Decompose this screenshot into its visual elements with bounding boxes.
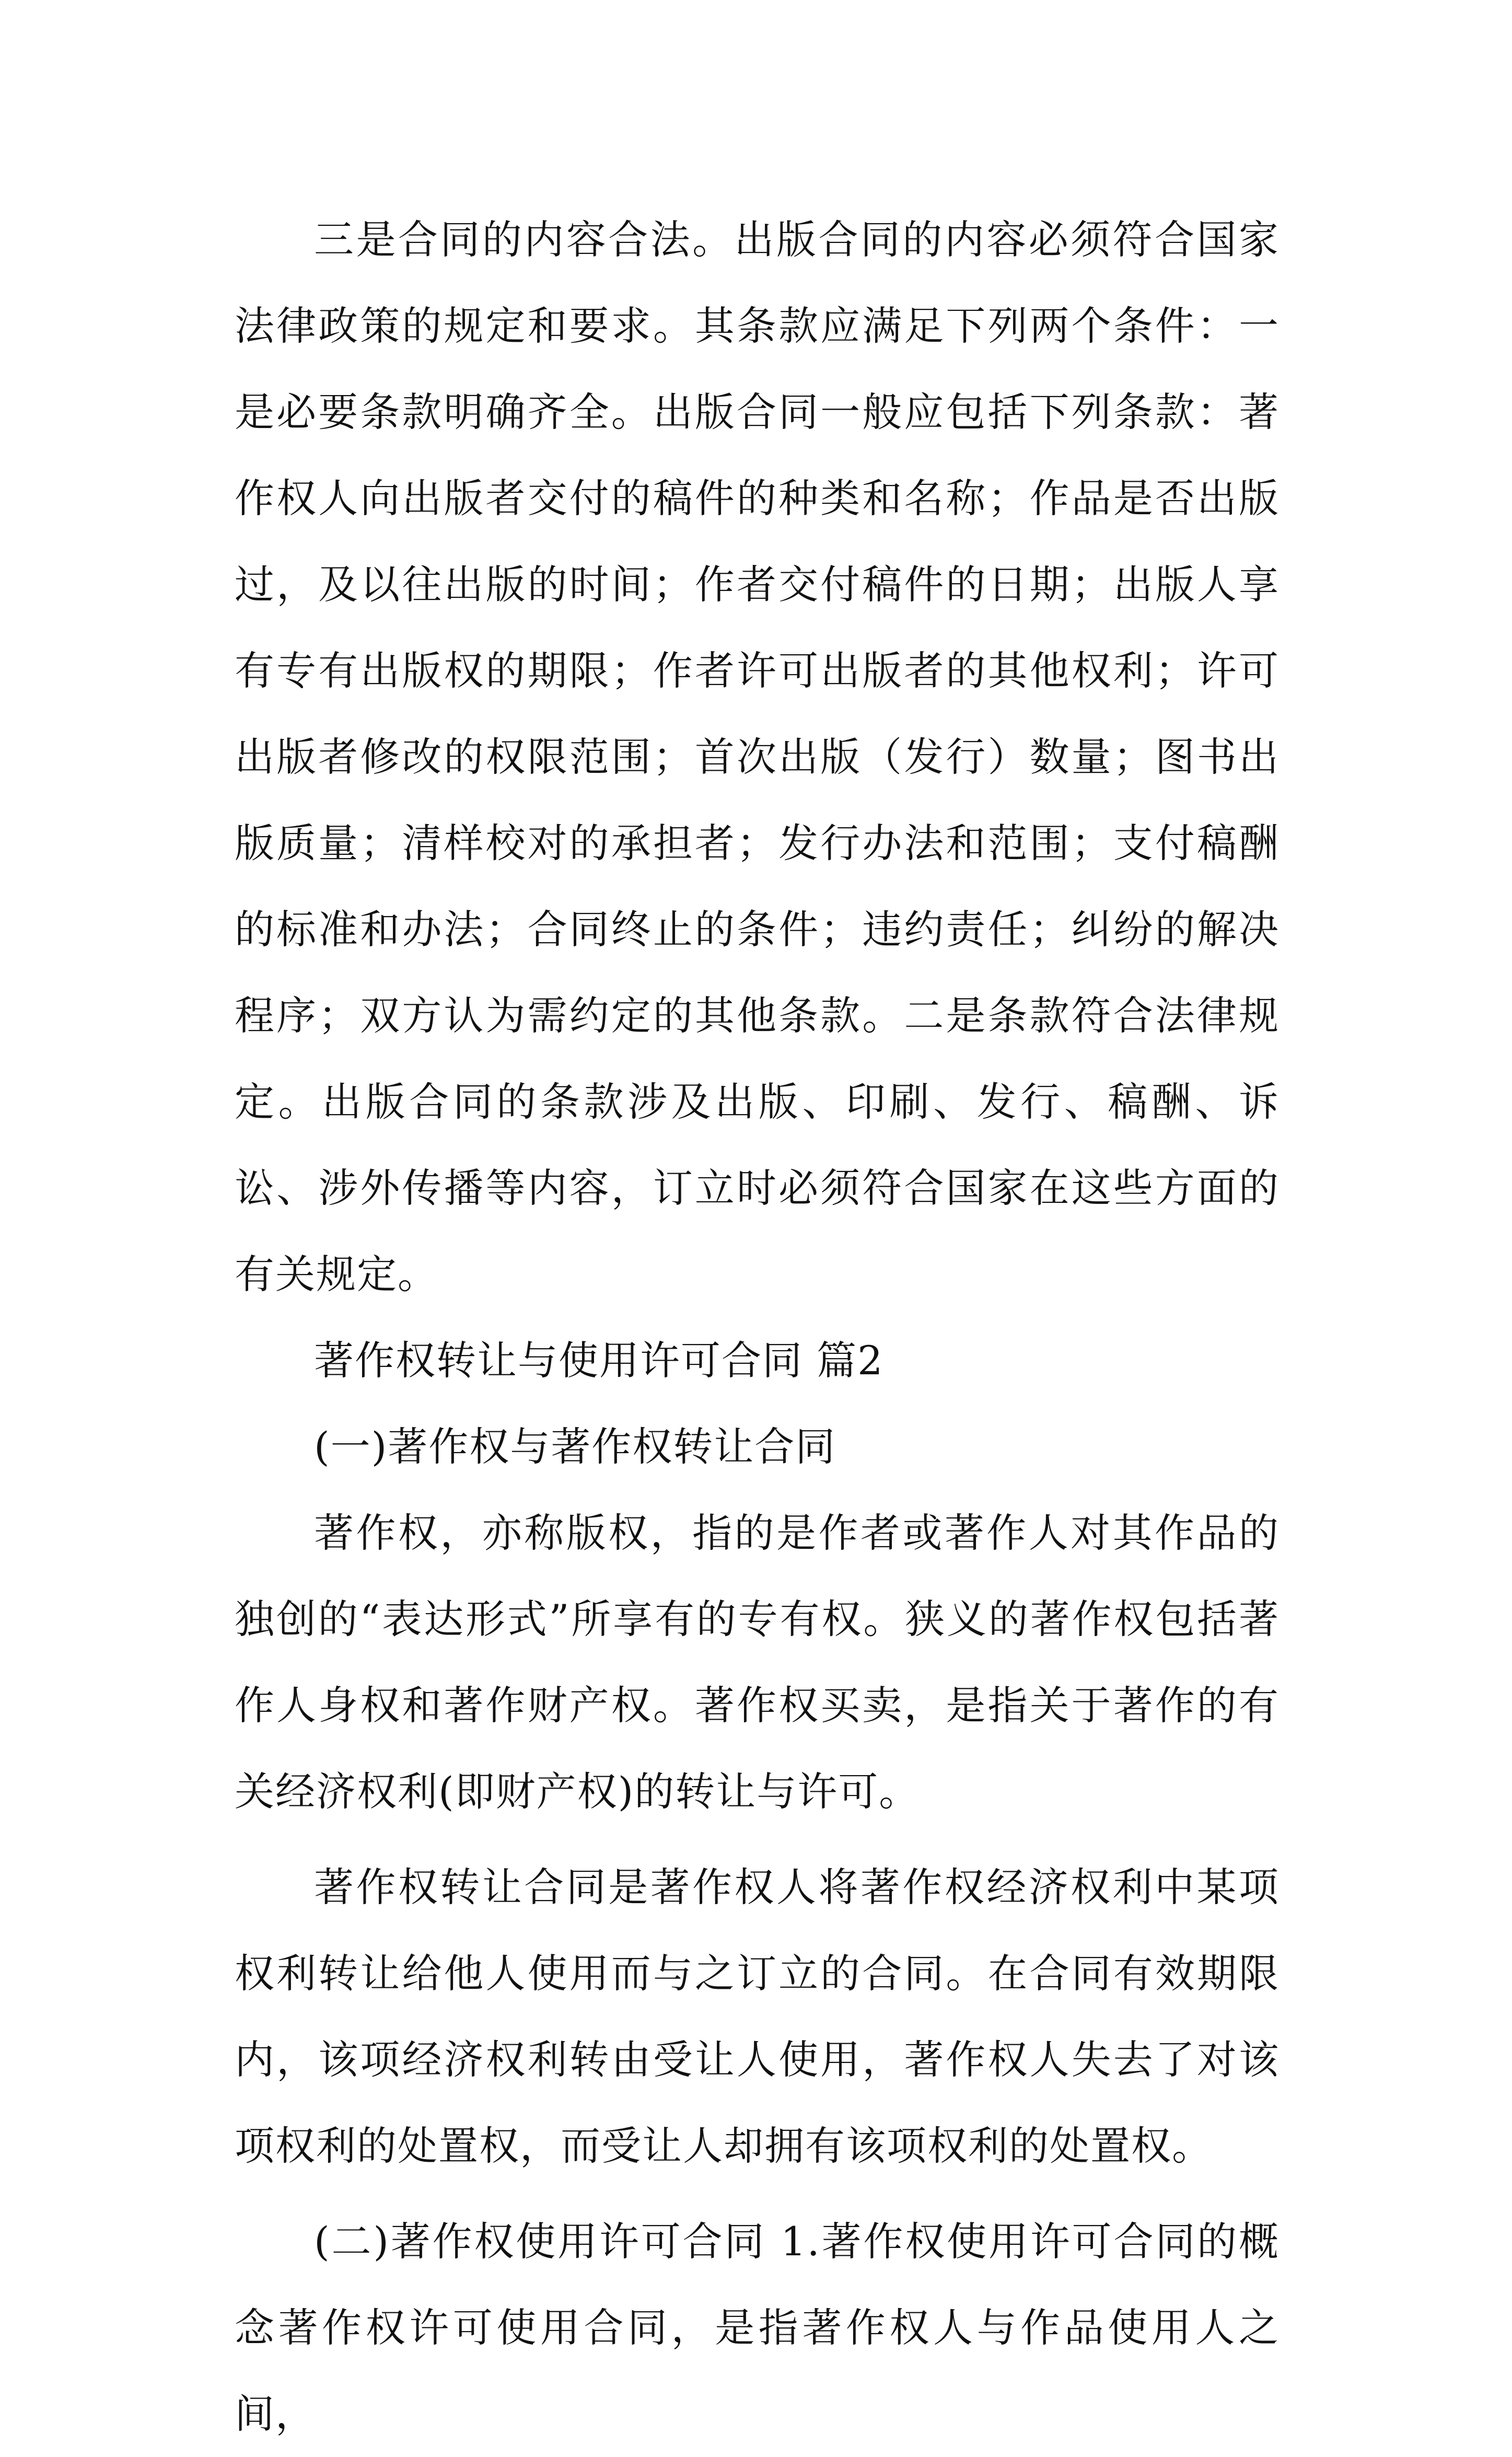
section-title: 著作权转让与使用许可合同 篇2: [314, 1337, 884, 1384]
paragraph-copyright-definition: 著作权，亦称版权，指的是作者或著作人对其作品的独创的“表达形式”所享有的专有权。狭义的著作权包括著作人身权和著作财产权。著作权买卖，是指关于著作的有关经济权利(即财产权)的转让与许可。: [235, 1510, 1280, 1815]
paragraph-license-contract: (二)著作权使用许可合同 1.著作权使用许可合同的概念著作权许可使用合同，是指著作权人与作品使用人之间，: [235, 2218, 1280, 2437]
paragraph-contract-legality: 三是合同的内容合法。出版合同的内容必须符合国家法律政策的规定和要求。其条款应满足下列两个条件：一是必要条款明确齐全。出版合同一般应包括下列条款：著作权人向出版者交付的稿件的种类和名称；作品是否出版过，及以往出版的时间；作者交付稿件的日期；出版人享有专有出版权的期限；作者许可出版者的其他权利；许可出版者修改的权限范围；首次出版（发行）数量；图书出版质量；清样校对的承担者；发行办法和范围；支付稿酬的标准和办法；合同终止的条件；违约责任；纠纷的解决程序；双方认为需约定的其他条款。二是条款符合法律规定。出版合同的条款涉及出版、印刷、发行、稿酬、诉讼、涉外传播等内容，订立时必须符合国家在这些方面的有关规定。: [235, 216, 1280, 1297]
subsection-title-transfer: (一)著作权与著作权转让合同: [314, 1423, 836, 1470]
document-body: [235, 196, 1280, 2457]
paragraph-transfer-contract: 著作权转让合同是著作权人将著作权经济权利中某项权利转让给他人使用而与之订立的合同。在合同有效期限内，该项经济权利转由受让人使用，著作权人失去了对该项权利的处置权，而受让人却拥有该项权利的处置权。: [235, 1864, 1280, 2169]
